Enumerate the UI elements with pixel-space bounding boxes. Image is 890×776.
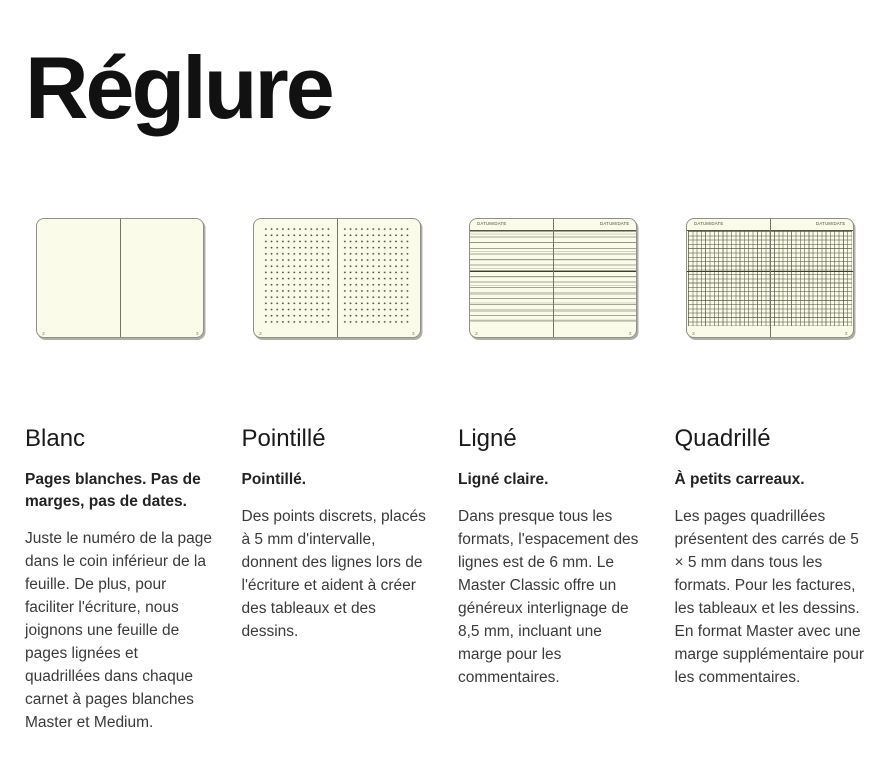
notebook-blank-figure	[36, 218, 204, 338]
column-heading: Pointillé	[241, 425, 326, 452]
page-number-left: 2	[42, 330, 46, 336]
column-body-text: Juste le numéro de la page dans le coin inférieur de la feuille. De plus, pour faciliter l'écriture, nous joignons une feuille de pages lignées et quadrillées dans chaque carnet à pages blanches Master et Medium.	[25, 530, 212, 731]
date-header-label: DATUM/DATE	[816, 222, 846, 227]
column-subheading: Ligné claire.	[458, 471, 549, 488]
column-heading: Quadrillé	[674, 425, 771, 452]
date-header-label: DATUM/DATE	[477, 222, 507, 227]
page-number-right: 3	[844, 330, 848, 336]
column-body-text: Dans presque tous les formats, l'espacement des lignes est de 6 mm. Le Master Classic offre un généreux interlignage de 8,5 mm, incluant une marge pour les commentaires.	[458, 508, 639, 686]
column-body-text: Les pages quadrillées présentent des carrés de 5 × 5 mm dans tous les formats. Pour les factures, les tableaux et les dessins. En format Master avec une marge supplémentaire pour les commentaires.	[674, 508, 865, 686]
notebook-grid-figure	[686, 218, 854, 338]
page-number-left: 2	[475, 330, 479, 336]
page-number-left: 2	[258, 330, 262, 336]
page-number-right: 3	[411, 330, 415, 336]
column-subheading: À petits carreaux.	[674, 471, 805, 488]
ruling-column-blanc	[25, 218, 216, 734]
ruling-column-ligne	[458, 218, 649, 734]
column-subheading: Pages blanches. Pas de marges, pas de dates.	[25, 471, 201, 510]
dot-grid-pattern-right	[342, 226, 411, 324]
ruling-columns-grid	[25, 218, 865, 734]
notebook-spine	[337, 219, 338, 337]
notebook-spine	[770, 219, 771, 337]
column-subheading: Pointillé.	[241, 471, 307, 488]
date-header-label: DATUM/DATE	[693, 222, 724, 227]
page-number-left: 2	[691, 330, 695, 336]
notebook-lined-figure	[469, 218, 637, 338]
dot-grid-pattern-left	[263, 226, 332, 324]
column-heading: Ligné	[458, 425, 517, 452]
page-number-right: 3	[628, 330, 632, 336]
notebook-spine	[553, 219, 554, 337]
column-body-text: Des points discrets, placés à 5 mm d'intervalle, donnent des lignes lors de l'écriture et aident à créer des tableaux et des dessins.	[241, 508, 426, 640]
page-title: Réglure	[25, 38, 332, 137]
column-heading: Blanc	[25, 425, 86, 452]
notebook-spine	[120, 219, 121, 337]
ruling-column-quadrille	[675, 218, 866, 734]
ruling-column-pointille	[242, 218, 433, 734]
date-header-label: DATUM/DATE	[599, 222, 630, 227]
notebook-dotted-figure	[253, 218, 421, 338]
page-number-right: 3	[195, 330, 199, 336]
